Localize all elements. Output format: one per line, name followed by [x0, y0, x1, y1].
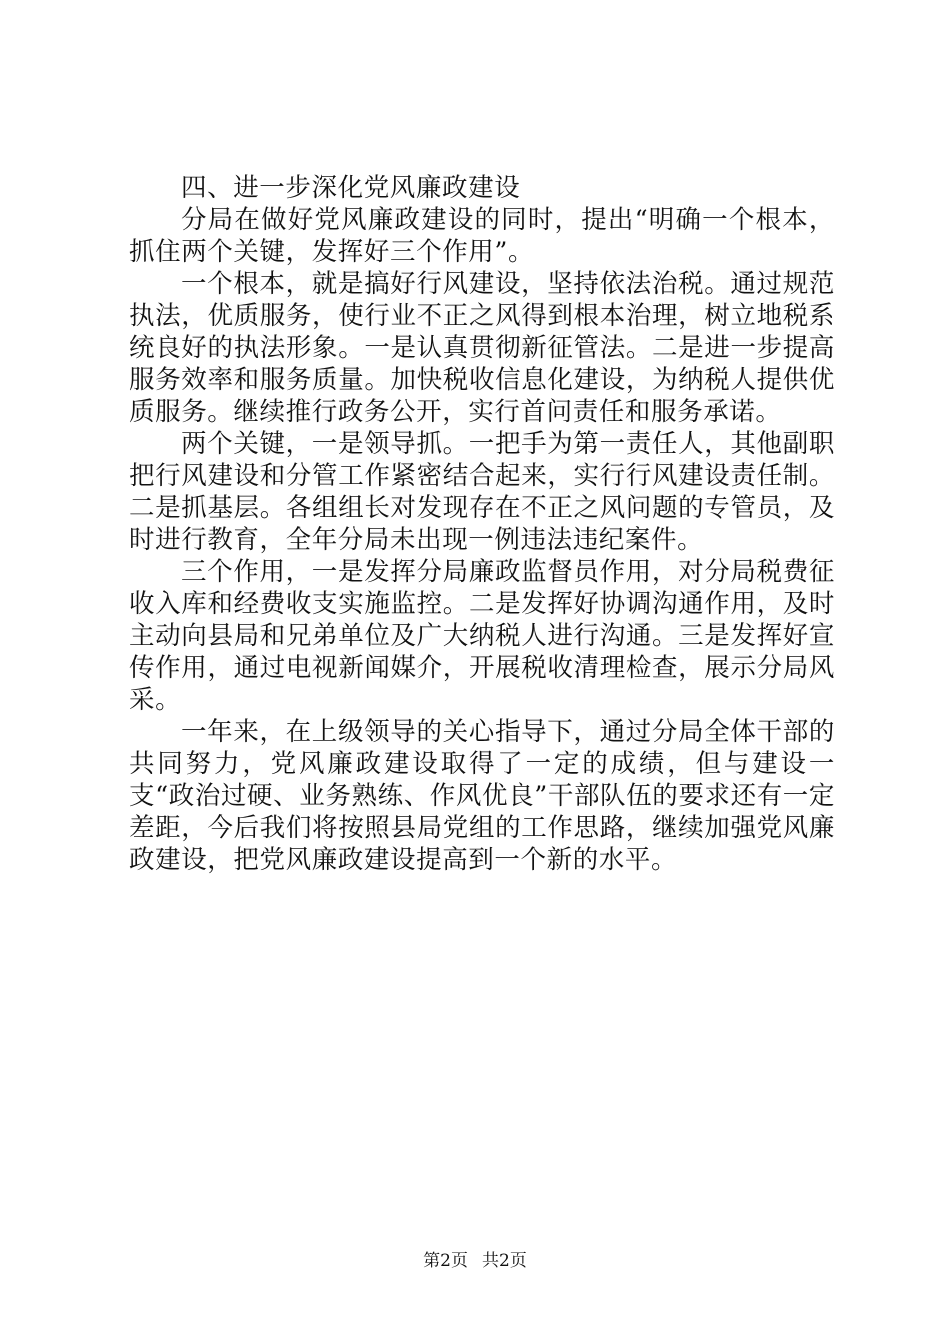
- paragraph-intro: 分局在做好党风廉政建设的同时，提出“明确一个根本，抓住两个关键，发挥好三个作用”。: [129, 205, 835, 267]
- page-number: 第2页: [423, 1251, 468, 1271]
- section-heading: 四、进一步深化党风廉政建设: [181, 173, 521, 203]
- paragraph-conclusion: 一年来，在上级领导的关心指导下，通过分局全体干部的共同努力，党风廉政建设取得了一定的成绩，但与建设一支“政治过硬、业务熟练、作风优良”干部队伍的要求还有一定差距，今后我们将按照县局党组的工作思路，继续加强党风廉政建设，把党风廉政建设提高到一个新的水平。: [129, 717, 835, 875]
- paragraph-three-roles: 三个作用，一是发挥分局廉政监督员作用，对分局税费征收入库和经费收支实施监控。二是发挥好协调沟通作用，及时主动向县局和兄弟单位及广大纳税人进行沟通。三是发挥好宣传作用，通过电视新闻媒介，开展税收清理检查，展示分局风采。: [129, 557, 835, 715]
- page-total: 共2页: [482, 1251, 527, 1271]
- paragraph-one-root: 一个根本，就是搞好行风建设，坚持依法治税。通过规范执法，优质服务，使行业不正之风得到根本治理，树立地税系统良好的执法形象。一是认真贯彻新征管法。二是进一步提高服务效率和服务质量。加快税收信息化建设，为纳税人提供优质服务。继续推行政务公开，实行首问责任和服务承诺。: [129, 269, 835, 427]
- paragraph-two-keys: 两个关键，一是领导抓。一把手为第一责任人，其他副职把行风建设和分管工作紧密结合起来，实行行风建设责任制。二是抓基层。各组组长对发现存在不正之风问题的专管员，及时进行教育，全年分局未出现一例违法违纪案件。: [129, 429, 835, 555]
- document-body: [129, 172, 835, 876]
- page-footer: [0, 1246, 950, 1271]
